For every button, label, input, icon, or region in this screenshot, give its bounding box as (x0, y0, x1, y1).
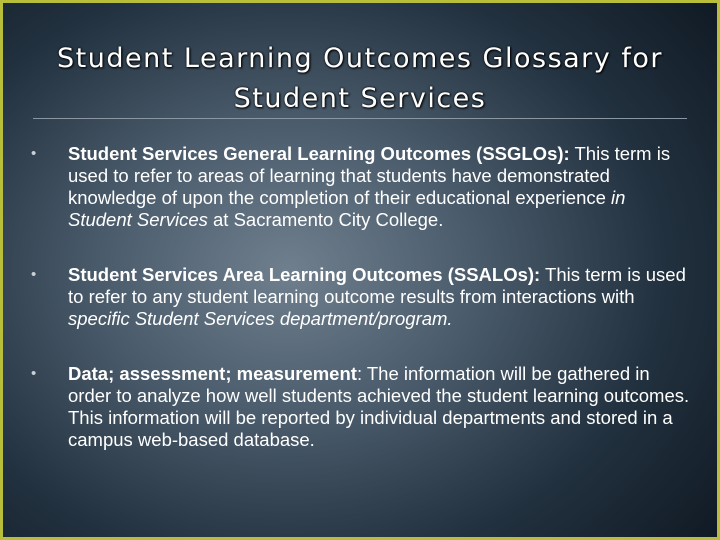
definition-text: This term is used to refer to areas of learning that students have demonstrated knowledge of upon the completion of their educational experience (68, 143, 671, 208)
bullet-dot-icon: • (31, 365, 37, 382)
bullet-dot-icon: • (31, 145, 37, 162)
definition-emphasis: in Student Services (68, 187, 626, 230)
glossary-term: Data; assessment; measurement (68, 363, 357, 384)
bullet-item-data (31, 363, 691, 451)
definition-text: This term is used to refer to any student learning outcome results from interactions with (68, 264, 686, 307)
definition-emphasis: specific Student Services department/program. (68, 308, 453, 329)
bullet-item-ssalos (31, 264, 691, 330)
title-divider (33, 118, 687, 119)
title-line-1: Student Learning Outcomes Glossary for (57, 43, 663, 74)
title-line-2: Student Services (233, 83, 487, 114)
bullet-item-ssglos (31, 143, 691, 231)
bullet-dot-icon: • (31, 266, 37, 283)
definition-text: : The information will be gathered in order to analyze how well students achieved the student learning outcomes. This information will be reported by individual departments and stored in a campus web-based database. (68, 363, 690, 450)
slide-title (23, 39, 697, 119)
glossary-term: Student Services General Learning Outcomes (SSGLOs): (68, 143, 570, 164)
bullet-list (31, 143, 691, 484)
glossary-term: Student Services Area Learning Outcomes (SSALOs): (68, 264, 541, 285)
definition-text-end: at Sacramento City College. (207, 209, 444, 230)
